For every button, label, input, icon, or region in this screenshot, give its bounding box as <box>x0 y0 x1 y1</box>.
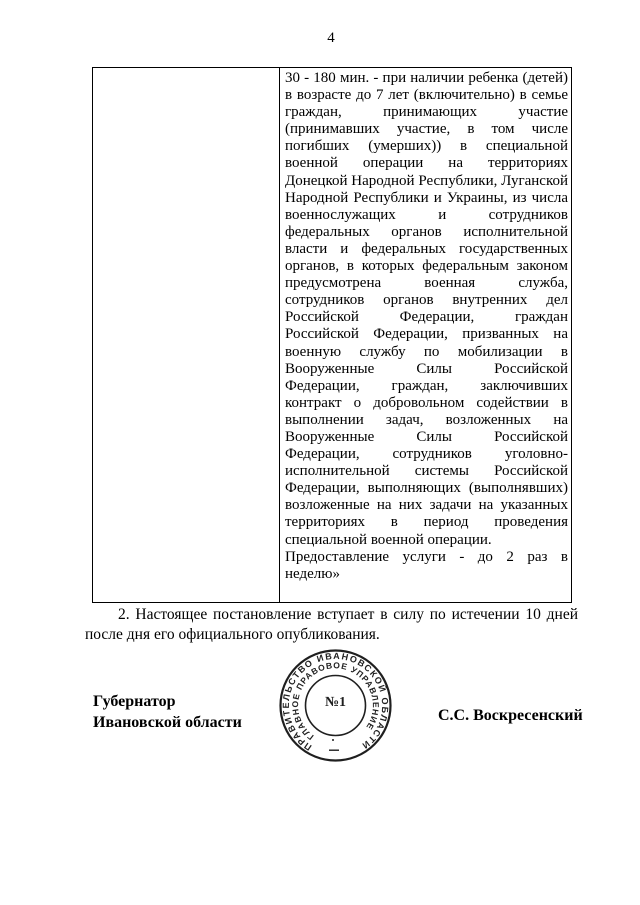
signature-title-line2: Ивановской области <box>93 714 242 731</box>
stamp-outer-ring-text: ПРАВИТЕЛЬСТВО ИВАНОВСКОЙ ОБЛАСТИ <box>280 650 391 753</box>
table-cell-paragraph: Предоставление услуги - до 2 раз в неделю» <box>285 548 568 582</box>
document-table <box>92 67 572 603</box>
stamp-seal-graphic <box>278 648 393 763</box>
page-number: 4 <box>327 30 335 46</box>
signature-title <box>93 691 242 733</box>
table-cell-left <box>93 68 280 602</box>
stamp-inner-ring-text: ГЛАВНОЕ ПРАВОВОЕ УПРАВЛЕНИЕ <box>290 660 381 743</box>
table-cell-paragraph: 30 - 180 мин. - при наличии ребенка (детей) в возрасте до 7 лет (включительно) в семье граждан, принимающих участие (принимавших участие, в том числе погибших (умерших)) в специальной военной операции на территориях Донецкой Народной Республики, Луганской Народной Республики и Украины, из числа военнослужащих и сотрудников федеральных органов исполнительной власти и федеральных государственных органов, в которых федеральным законом предусмотрена военная служба, сотрудников органов внутренних дел Российской Федерации, граждан Российской Федерации, призванных на военную службу по мобилизации в Вооруженные Силы Российской Федерации, граждан, заключивших контракт о добровольном содействии в выполнении задач, возложенных на Вооруженные Силы Российской Федерации, сотрудников уголовно-исполнительной системы Российской Федерации, выполняющих (выполнявших) возложенные на них задачи на указанных территориях в период проведения специальной военной операции. <box>285 70 568 548</box>
effective-date-paragraph: 2. Настоящее постановление вступает в силу по истечении 10 дней после дня его официального опубликования. <box>85 606 578 643</box>
signature-title-line1: Губернатор <box>93 693 176 710</box>
table-cell-right <box>280 68 571 602</box>
stamp-bottom-dash <box>329 750 339 751</box>
official-stamp <box>278 648 393 763</box>
stamp-bottom-dot <box>332 739 334 741</box>
stamp-number-text: №1 <box>324 695 347 710</box>
signature-name: С.С. Воскресенский <box>438 707 583 724</box>
